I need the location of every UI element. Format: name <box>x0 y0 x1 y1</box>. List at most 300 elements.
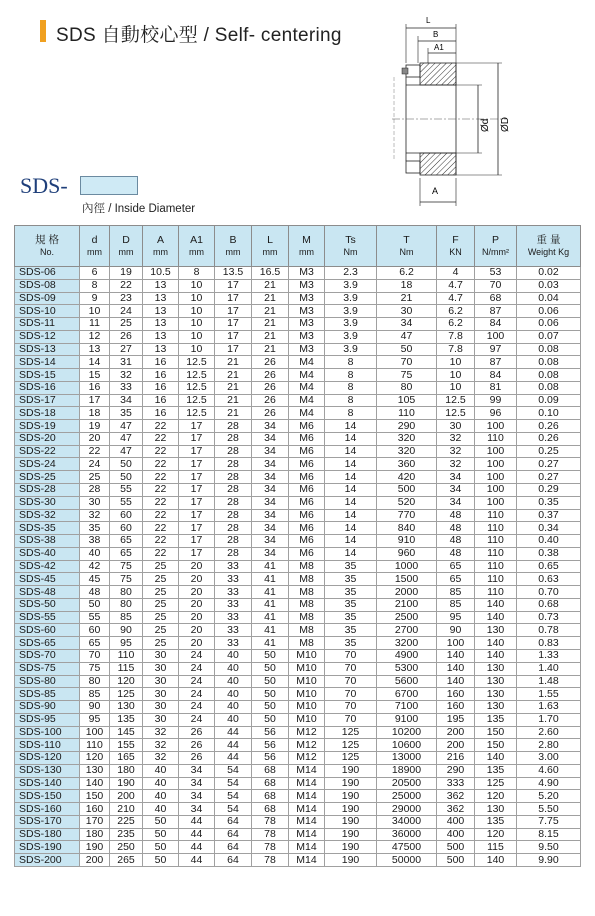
table-cell: 24 <box>179 713 215 726</box>
table-cell: 85 <box>437 598 475 611</box>
table-cell: 53 <box>475 267 517 280</box>
table-row <box>15 432 581 445</box>
table-row <box>15 586 581 599</box>
table-cell: 10 <box>437 381 475 394</box>
table-cell: M14 <box>289 828 325 841</box>
table-cell: 140 <box>475 637 517 650</box>
table-row <box>15 484 581 497</box>
table-cell: 2000 <box>377 586 437 599</box>
table-cell: 130 <box>80 764 110 777</box>
table-cell: 34 <box>252 509 289 522</box>
table-row <box>15 292 581 305</box>
table-cell: 6 <box>80 267 110 280</box>
table-cell: 24 <box>110 305 143 318</box>
table-cell: 105 <box>377 394 437 407</box>
table-cell: 90 <box>80 701 110 714</box>
table-cell: 160 <box>437 701 475 714</box>
table-cell: 190 <box>325 803 377 816</box>
model-number-cell: SDS-170 <box>15 815 80 828</box>
table-row <box>15 535 581 548</box>
table-cell: 95 <box>80 713 110 726</box>
table-cell: 33 <box>215 598 252 611</box>
table-cell: 22 <box>80 445 110 458</box>
table-cell: 64 <box>215 828 252 841</box>
table-cell: 21 <box>215 394 252 407</box>
table-cell: 9.50 <box>517 841 581 854</box>
table-cell: 2.3 <box>325 267 377 280</box>
table-cell: 65 <box>437 573 475 586</box>
table-cell: 14 <box>325 445 377 458</box>
table-cell: 50 <box>143 815 179 828</box>
table-cell: 140 <box>475 611 517 624</box>
table-cell: 3.9 <box>325 292 377 305</box>
table-cell: 135 <box>475 815 517 828</box>
table-cell: 110 <box>80 739 110 752</box>
table-cell: 65 <box>110 535 143 548</box>
model-number-cell: SDS-38 <box>15 535 80 548</box>
table-cell: 13 <box>143 292 179 305</box>
table-cell: 8 <box>325 356 377 369</box>
table-cell: 0.10 <box>517 407 581 420</box>
table-cell: 40 <box>143 764 179 777</box>
table-row <box>15 675 581 688</box>
table-cell: 34 <box>179 790 215 803</box>
table-cell: 30 <box>80 496 110 509</box>
table-cell: 21 <box>215 356 252 369</box>
table-cell: M6 <box>289 432 325 445</box>
table-cell: M3 <box>289 343 325 356</box>
table-cell: 95 <box>110 637 143 650</box>
table-row <box>15 356 581 369</box>
table-cell: 34 <box>179 764 215 777</box>
table-cell: 265 <box>110 854 143 867</box>
table-cell: 78 <box>252 815 289 828</box>
table-cell: 25 <box>143 586 179 599</box>
table-cell: 7100 <box>377 701 437 714</box>
table-cell: 55 <box>110 496 143 509</box>
table-cell: 7.8 <box>437 330 475 343</box>
table-cell: 290 <box>377 420 437 433</box>
table-cell: 20500 <box>377 777 437 790</box>
table-cell: 190 <box>325 777 377 790</box>
table-row <box>15 726 581 739</box>
column-header-unit: mm <box>189 247 204 257</box>
table-cell: 4900 <box>377 649 437 662</box>
table-cell: 34 <box>252 458 289 471</box>
table-cell: 13 <box>80 343 110 356</box>
table-cell: 11 <box>80 318 110 331</box>
table-cell: 60 <box>110 522 143 535</box>
column-header-unit: mm <box>87 247 102 257</box>
table-row <box>15 522 581 535</box>
table-cell: 30 <box>143 701 179 714</box>
table-row <box>15 713 581 726</box>
table-cell: M6 <box>289 471 325 484</box>
table-cell: 0.65 <box>517 560 581 573</box>
table-cell: 17 <box>179 509 215 522</box>
table-cell: 120 <box>475 790 517 803</box>
table-cell: 40 <box>143 803 179 816</box>
column-header-unit: Nm <box>343 247 358 257</box>
table-cell: 115 <box>475 841 517 854</box>
table-cell: 34000 <box>377 815 437 828</box>
table-cell: 34 <box>252 420 289 433</box>
table-cell: 0.70 <box>517 586 581 599</box>
table-cell: 362 <box>437 790 475 803</box>
table-cell: 90 <box>110 624 143 637</box>
table-cell: 44 <box>215 739 252 752</box>
table-cell: 180 <box>80 828 110 841</box>
table-cell: 28 <box>215 522 252 535</box>
column-header <box>289 226 325 267</box>
table-cell: 200 <box>437 726 475 739</box>
table-cell: 68 <box>252 803 289 816</box>
table-cell: 20 <box>179 624 215 637</box>
table-cell: 16 <box>143 369 179 382</box>
table-cell: M8 <box>289 611 325 624</box>
table-cell: 64 <box>215 815 252 828</box>
table-cell: 40 <box>215 701 252 714</box>
table-cell: 16 <box>143 381 179 394</box>
table-cell: 140 <box>475 854 517 867</box>
table-cell: 13.5 <box>215 267 252 280</box>
table-cell: 130 <box>475 624 517 637</box>
table-cell: 34 <box>252 496 289 509</box>
table-cell: 32 <box>80 509 110 522</box>
table-cell: 4.90 <box>517 777 581 790</box>
table-cell: M12 <box>289 739 325 752</box>
table-cell: 125 <box>325 752 377 765</box>
table-cell: 17 <box>215 330 252 343</box>
table-cell: 50 <box>143 854 179 867</box>
table-cell: 12 <box>80 330 110 343</box>
table-cell: 0.07 <box>517 330 581 343</box>
table-cell: 26 <box>179 739 215 752</box>
table-cell: M14 <box>289 815 325 828</box>
table-cell: M6 <box>289 535 325 548</box>
table-cell: 70 <box>325 688 377 701</box>
table-cell: 210 <box>110 803 143 816</box>
table-cell: 8 <box>325 407 377 420</box>
table-cell: 4 <box>437 267 475 280</box>
table-cell: 17 <box>179 458 215 471</box>
table-cell: 38 <box>80 535 110 548</box>
table-row <box>15 662 581 675</box>
table-cell: 21 <box>252 279 289 292</box>
table-cell: 420 <box>377 471 437 484</box>
table-cell: 44 <box>215 752 252 765</box>
table-cell: 48 <box>80 586 110 599</box>
table-cell: 40 <box>143 777 179 790</box>
dim-L-label: L <box>426 16 431 25</box>
table-cell: 17 <box>179 535 215 548</box>
table-cell: 8 <box>325 381 377 394</box>
model-number-cell: SDS-24 <box>15 458 80 471</box>
model-number-cell: SDS-140 <box>15 777 80 790</box>
table-cell: 28 <box>215 445 252 458</box>
table-cell: 165 <box>110 752 143 765</box>
table-cell: 160 <box>80 803 110 816</box>
table-cell: 0.83 <box>517 637 581 650</box>
table-cell: 33 <box>215 637 252 650</box>
table-cell: 34 <box>252 445 289 458</box>
table-cell: 13 <box>143 305 179 318</box>
table-cell: 50 <box>252 688 289 701</box>
table-cell: 34 <box>252 535 289 548</box>
table-cell: 16.5 <box>252 267 289 280</box>
table-cell: M6 <box>289 547 325 560</box>
table-cell: 22 <box>143 458 179 471</box>
table-cell: 70 <box>325 701 377 714</box>
inside-diameter-input[interactable] <box>80 176 138 195</box>
table-cell: M4 <box>289 394 325 407</box>
table-cell: 0.34 <box>517 522 581 535</box>
model-number-cell: SDS-180 <box>15 828 80 841</box>
table-cell: 75 <box>110 560 143 573</box>
table-cell: M14 <box>289 790 325 803</box>
table-cell: 25 <box>80 471 110 484</box>
table-cell: 0.08 <box>517 369 581 382</box>
table-row <box>15 547 581 560</box>
model-number-cell: SDS-90 <box>15 701 80 714</box>
table-cell: 20 <box>179 598 215 611</box>
table-cell: 0.04 <box>517 292 581 305</box>
column-header-unit: mm <box>262 247 278 257</box>
table-cell: 5300 <box>377 662 437 675</box>
model-number-cell: SDS-20 <box>15 432 80 445</box>
table-cell: 28 <box>215 458 252 471</box>
table-cell: 10 <box>179 330 215 343</box>
table-cell: 48 <box>437 522 475 535</box>
dim-A-label: A <box>432 186 439 196</box>
table-cell: 20 <box>179 611 215 624</box>
table-row <box>15 701 581 714</box>
table-cell: 70 <box>475 279 517 292</box>
table-cell: 0.25 <box>517 445 581 458</box>
table-cell: 100 <box>475 471 517 484</box>
table-cell: 56 <box>252 739 289 752</box>
table-cell: 81 <box>475 381 517 394</box>
table-cell: 30 <box>143 649 179 662</box>
table-cell: 33 <box>215 573 252 586</box>
table-cell: 125 <box>475 777 517 790</box>
table-cell: 140 <box>80 777 110 790</box>
table-row <box>15 369 581 382</box>
table-cell: 8 <box>325 369 377 382</box>
table-cell: 18 <box>80 407 110 420</box>
table-cell: 44 <box>179 828 215 841</box>
table-cell: 13 <box>143 279 179 292</box>
table-cell: 18900 <box>377 764 437 777</box>
table-cell: 60 <box>110 509 143 522</box>
table-cell: 190 <box>110 777 143 790</box>
table-cell: 54 <box>215 777 252 790</box>
table-cell: 0.27 <box>517 458 581 471</box>
table-cell: 21 <box>252 318 289 331</box>
table-cell: 24 <box>179 688 215 701</box>
table-cell: 1500 <box>377 573 437 586</box>
table-cell: 35 <box>325 586 377 599</box>
table-cell: 8 <box>179 267 215 280</box>
table-cell: 35 <box>325 637 377 650</box>
table-cell: 22 <box>143 509 179 522</box>
table-cell: 28 <box>215 420 252 433</box>
table-cell: 40 <box>215 688 252 701</box>
table-cell: 110 <box>475 547 517 560</box>
table-row <box>15 407 581 420</box>
table-cell: 150 <box>80 790 110 803</box>
column-header <box>475 226 517 267</box>
model-number-cell: SDS-75 <box>15 662 80 675</box>
table-row <box>15 420 581 433</box>
table-cell: 30 <box>143 662 179 675</box>
table-cell: 80 <box>80 675 110 688</box>
model-number-cell: SDS-18 <box>15 407 80 420</box>
table-cell: 32 <box>437 432 475 445</box>
table-row <box>15 828 581 841</box>
table-cell: 190 <box>325 815 377 828</box>
table-cell: 32 <box>143 726 179 739</box>
table-cell: 362 <box>437 803 475 816</box>
table-cell: 130 <box>475 662 517 675</box>
table-cell: 0.68 <box>517 598 581 611</box>
table-row <box>15 637 581 650</box>
table-cell: 9100 <box>377 713 437 726</box>
table-cell: 55 <box>80 611 110 624</box>
table-cell: 44 <box>215 726 252 739</box>
table-cell: 17 <box>179 484 215 497</box>
table-cell: 100 <box>437 637 475 650</box>
table-cell: 64 <box>215 854 252 867</box>
table-cell: 135 <box>475 764 517 777</box>
column-header <box>325 226 377 267</box>
table-cell: 35 <box>325 573 377 586</box>
table-cell: 190 <box>325 841 377 854</box>
table-cell: 56 <box>252 726 289 739</box>
column-header-label: F <box>452 234 459 246</box>
table-cell: 100 <box>475 445 517 458</box>
table-cell: 8 <box>80 279 110 292</box>
model-number-cell: SDS-15 <box>15 369 80 382</box>
model-number-cell: SDS-95 <box>15 713 80 726</box>
model-number-cell: SDS-190 <box>15 841 80 854</box>
table-cell: M4 <box>289 369 325 382</box>
table-cell: 42 <box>80 560 110 573</box>
table-cell: M10 <box>289 649 325 662</box>
table-cell: 1.70 <box>517 713 581 726</box>
table-cell: 4.7 <box>437 292 475 305</box>
table-cell: 78 <box>252 841 289 854</box>
model-number-cell: SDS-14 <box>15 356 80 369</box>
table-cell: 34 <box>377 318 437 331</box>
table-cell: 24 <box>179 701 215 714</box>
table-cell: 21 <box>377 292 437 305</box>
table-cell: M10 <box>289 662 325 675</box>
model-number-cell: SDS-200 <box>15 854 80 867</box>
table-cell: 12.5 <box>179 407 215 420</box>
table-cell: 150 <box>475 739 517 752</box>
model-number-cell: SDS-85 <box>15 688 80 701</box>
table-cell: 10 <box>179 343 215 356</box>
column-header <box>15 226 80 267</box>
table-cell: 25 <box>143 624 179 637</box>
table-cell: M14 <box>289 803 325 816</box>
table-cell: 18 <box>377 279 437 292</box>
table-cell: 20 <box>179 560 215 573</box>
table-cell: 320 <box>377 432 437 445</box>
table-cell: 36000 <box>377 828 437 841</box>
table-cell: 26 <box>252 407 289 420</box>
table-row <box>15 471 581 484</box>
table-cell: 110 <box>475 509 517 522</box>
table-cell: M3 <box>289 330 325 343</box>
table-cell: M10 <box>289 688 325 701</box>
model-number-cell: SDS-17 <box>15 394 80 407</box>
table-cell: 32 <box>143 739 179 752</box>
table-cell: 14 <box>325 432 377 445</box>
table-cell: 26 <box>252 356 289 369</box>
table-cell: 110 <box>110 649 143 662</box>
table-cell: 34 <box>179 777 215 790</box>
column-header-label: D <box>122 234 130 246</box>
model-number-cell: SDS-42 <box>15 560 80 573</box>
table-cell: 29000 <box>377 803 437 816</box>
table-cell: 22 <box>143 496 179 509</box>
table-cell: 34 <box>252 522 289 535</box>
table-cell: 170 <box>80 815 110 828</box>
table-cell: M10 <box>289 675 325 688</box>
cross-section-drawing <box>388 8 538 216</box>
table-cell: 10600 <box>377 739 437 752</box>
table-cell: 500 <box>437 841 475 854</box>
table-cell: 23 <box>110 292 143 305</box>
table-cell: 48 <box>437 535 475 548</box>
table-cell: 47 <box>110 445 143 458</box>
column-header-label: 重 量 <box>536 234 561 246</box>
table-cell: 100 <box>475 496 517 509</box>
spec-table <box>14 225 581 867</box>
column-header <box>517 226 581 267</box>
model-number-cell: SDS-55 <box>15 611 80 624</box>
column-header-label: T <box>403 234 410 246</box>
column-header-label: M <box>302 234 311 246</box>
table-cell: 75 <box>110 573 143 586</box>
table-cell: 4.7 <box>437 279 475 292</box>
table-cell: 5600 <box>377 675 437 688</box>
table-cell: 21 <box>252 343 289 356</box>
table-cell: 84 <box>475 318 517 331</box>
column-header-label: L <box>267 234 273 246</box>
table-cell: 0.08 <box>517 381 581 394</box>
table-cell: 110 <box>475 573 517 586</box>
table-cell: 22 <box>143 522 179 535</box>
table-cell: 45 <box>80 573 110 586</box>
table-cell: 50 <box>252 649 289 662</box>
table-cell: 30 <box>143 713 179 726</box>
table-cell: 160 <box>437 688 475 701</box>
table-cell: 21 <box>215 407 252 420</box>
table-cell: 140 <box>437 649 475 662</box>
column-header <box>179 226 215 267</box>
table-cell: 100 <box>80 726 110 739</box>
table-cell: 50 <box>252 675 289 688</box>
table-cell: 16 <box>143 407 179 420</box>
model-number-cell: SDS-22 <box>15 445 80 458</box>
table-cell: 290 <box>437 764 475 777</box>
table-cell: M8 <box>289 637 325 650</box>
model-number-cell: SDS-70 <box>15 649 80 662</box>
table-cell: 9.90 <box>517 854 581 867</box>
